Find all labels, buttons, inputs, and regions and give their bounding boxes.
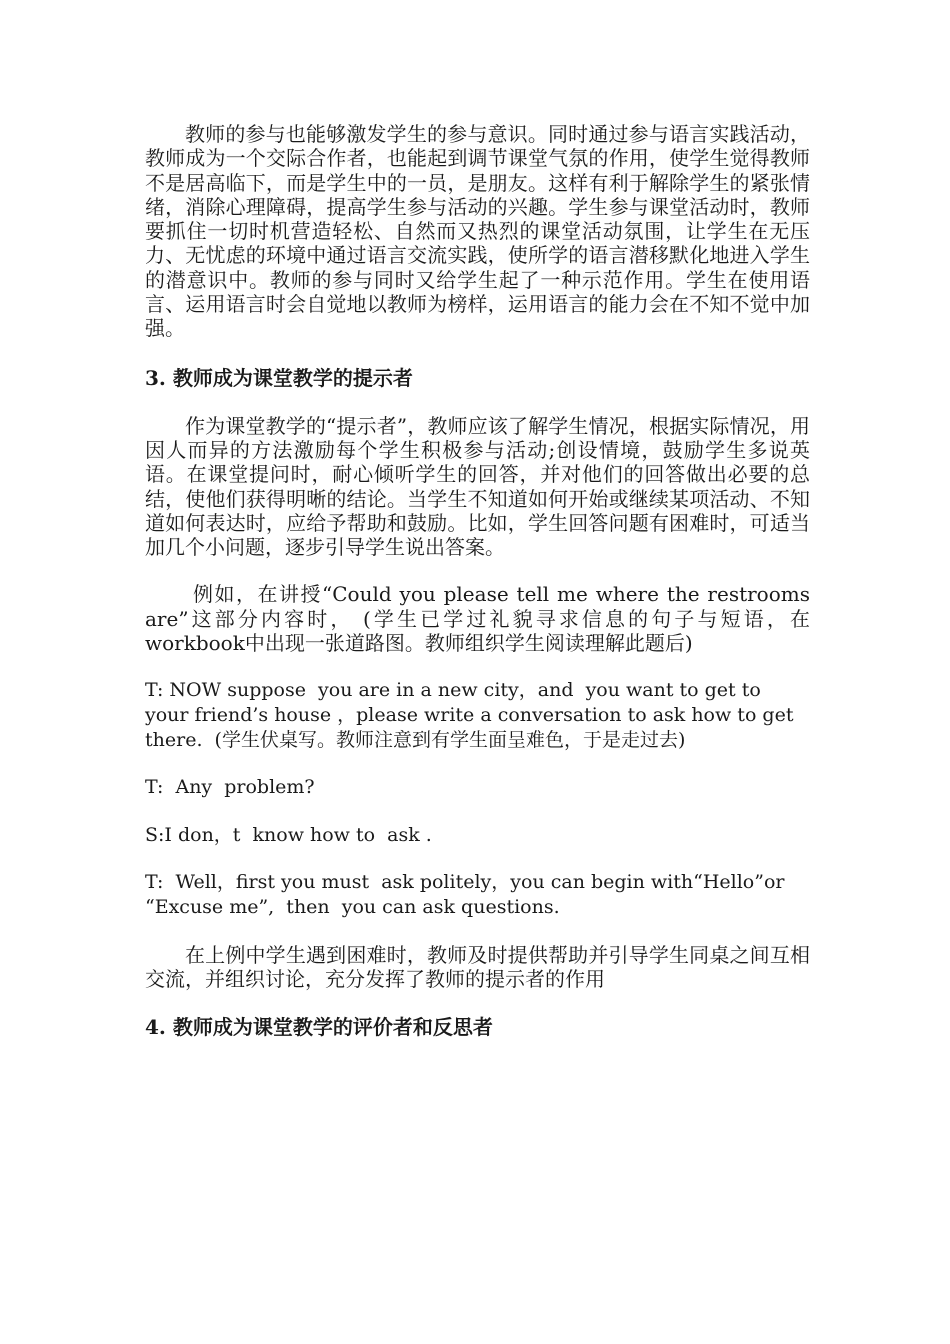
paragraph-example-summary: 在上例中学生遇到困难时，教师及时提供帮助并引导学生同桌之间互相交流，并组织讨论，充分发挥了教师的提示者的作用: [145, 942, 810, 991]
dialog-line-teacher-3: T: Well，first you must ask politely，you can begin with“Hello”or “Excuse me”, then you can ask questions.: [145, 871, 791, 918]
paragraph-example-intro: 例如，在讲授“Could you please tell me where the restrooms are”这部分内容时， (学生已学过礼貌寻求信息的句子与短语，在workbook中出现一张道路图。教师组织学生阅读理解此题后): [145, 582, 810, 656]
document-body: [145, 122, 810, 1040]
dialog-line-student: S:I don，t know how to ask .: [145, 823, 432, 846]
paragraph-teacher-participation: 教师的参与也能够激发学生的参与意识。同时通过参与语言实践活动，教师成为一个交际合作者，也能起到调节课堂气氛的作用，使学生觉得教师不是居高临下，而是学生中的一员，是朋友。这样有利于解除学生的紧张情绪，消除心理障碍，提高学生参与活动的兴趣。学生参与课堂活动时，教师要抓住一切时机营造轻松、自然而又热烈的课堂活动氛围，让学生在无压力、无忧虑的环境中通过语言交流实践，使所学的语言潜移默化地进入学生的潜意识中。教师的参与同时又给学生起了一种示范作用。学生在使用语言、运用语言时会自觉地以教师为榜样，运用语言的能力会在不知不觉中加强。: [145, 122, 810, 341]
paragraph-prompter-role: 作为课堂教学的“提示者”，教师应该了解学生情况，根据实际情况，用因人而异的方法激励每个学生积极参与活动;创设情境，鼓励学生多说英语。在课堂提问时，耐心倾听学生的回答，并对他们的回答做出必要的总结，使他们获得明晰的结论。当学生不知道如何开始或继续某项活动、不知道如何表达时，应给予帮助和鼓励。比如，学生回答问题有困难时，可适当加几个小问题，逐步引导学生说出答案。: [145, 413, 810, 560]
section-heading-4: 4. 教师成为课堂教学的评价者和反思者: [145, 1015, 493, 1040]
dialog-line-teacher-1: T: NOW suppose you are in a new city，and you want to get to your friend’s house ，please write a conversation to ask how to get there. (学生伏桌写。教师注意到有学生面呈难色，于是走过去): [145, 679, 800, 751]
section-heading-3: 3. 教师成为课堂教学的提示者: [145, 365, 413, 390]
dialog-line-teacher-2: T: Any problem?: [145, 776, 315, 799]
